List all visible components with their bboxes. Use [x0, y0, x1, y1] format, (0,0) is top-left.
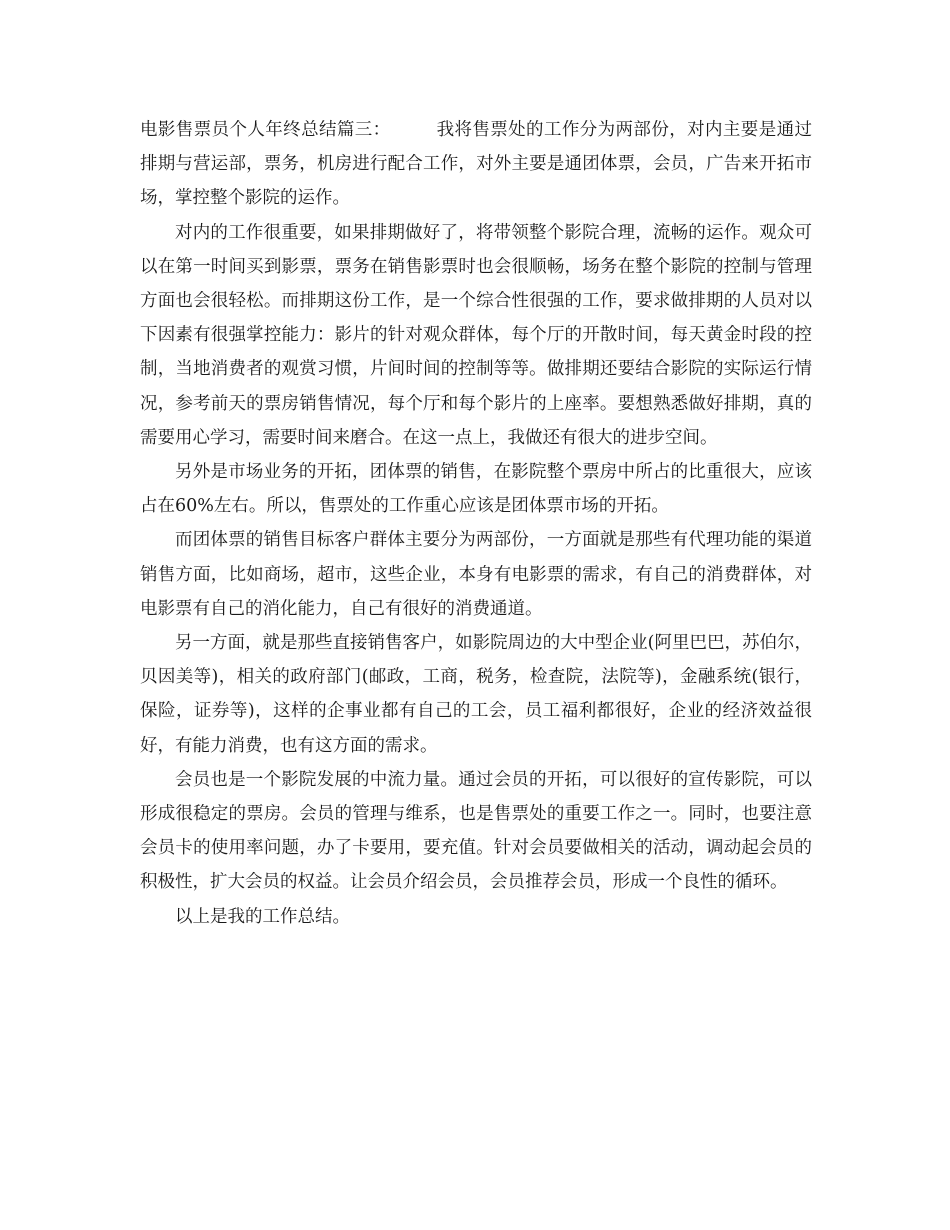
paragraph-market-expansion: 另外是市场业务的开拓，团体票的销售，在影院整个票房中所占的比重很大，应该占在60%左右。所以，售票处的工作重心应该是团体票市场的开拓。 — [140, 462, 812, 517]
paragraph-group-ticket-channels: 而团体票的销售目标客户群体主要分为两部份，一方面就是那些有代理功能的渠道销售方面，比如商场，超市，这些企业，本身有电影票的需求，有自己的消费群体，对电影票有自己的消化能力，自己有很好的消费通道。 — [140, 530, 812, 619]
paragraph-scheduling: 对内的工作很重要，如果排期做好了，将带领整个影院合理，流畅的运作。观众可以在第一时间买到影票，票务在销售影票时也会很顺畅，场务在整个影院的控制与管理方面也会很轻松。而排期这份工作，是一个综合性很强的工作，要求做排期的人员对以下因素有很强掌控能力：影片的针对观众群体，每个厅的开散时间，每天黄金时段的控制，当地消费者的观赏习惯，片间时间的控制等等。做排期还要结合影院的实际运行情况，参考前天的票房销售情况，每个厅和每个影片的上座率。要想熟悉做好排期，真的需要用心学习，需要时间来磨合。在这一点上，我做还有很大的进步空间。 — [140, 222, 812, 448]
paragraph-text: 我将售票处的工作分为两部份，对内主要是通过排期与营运部，票务，机房进行配合工作，对外主要是通团体票，会员，广告来开拓市场，掌控整个影院的运作。 — [140, 120, 813, 209]
paragraph-conclusion: 以上是我的工作总结。 — [175, 906, 350, 927]
document-title: 电影售票员个人年终总结篇三： — [140, 120, 391, 140]
paragraph-intro — [140, 113, 812, 216]
paragraph-membership: 会员也是一个影院发展的中流力量。通过会员的开拓，可以很好的宣传影院，可以形成很稳定的票房。会员的管理与维系，也是售票处的重要工作之一。同时，也要注意会员卡的使用率问题，办了卡要用，要充值。针对会员要做相关的活动，调动起会员的积极性，扩大会员的权益。让会员介绍会员，会员推荐会员，形成一个良性的循环。 — [140, 769, 812, 893]
document-body — [140, 113, 812, 934]
paragraph-direct-clients: 另一方面，就是那些直接销售客户，如影院周边的大中型企业(阿里巴巴，苏伯尔，贝因美等)，相关的政府部门(邮政，工商，税务，检查院，法院等)，金融系统(银行，保险，证券等)，这样的企事业都有自己的工会，员工福利都很好，企业的经济效益很好，有能力消费，也有这方面的需求。 — [140, 633, 812, 756]
